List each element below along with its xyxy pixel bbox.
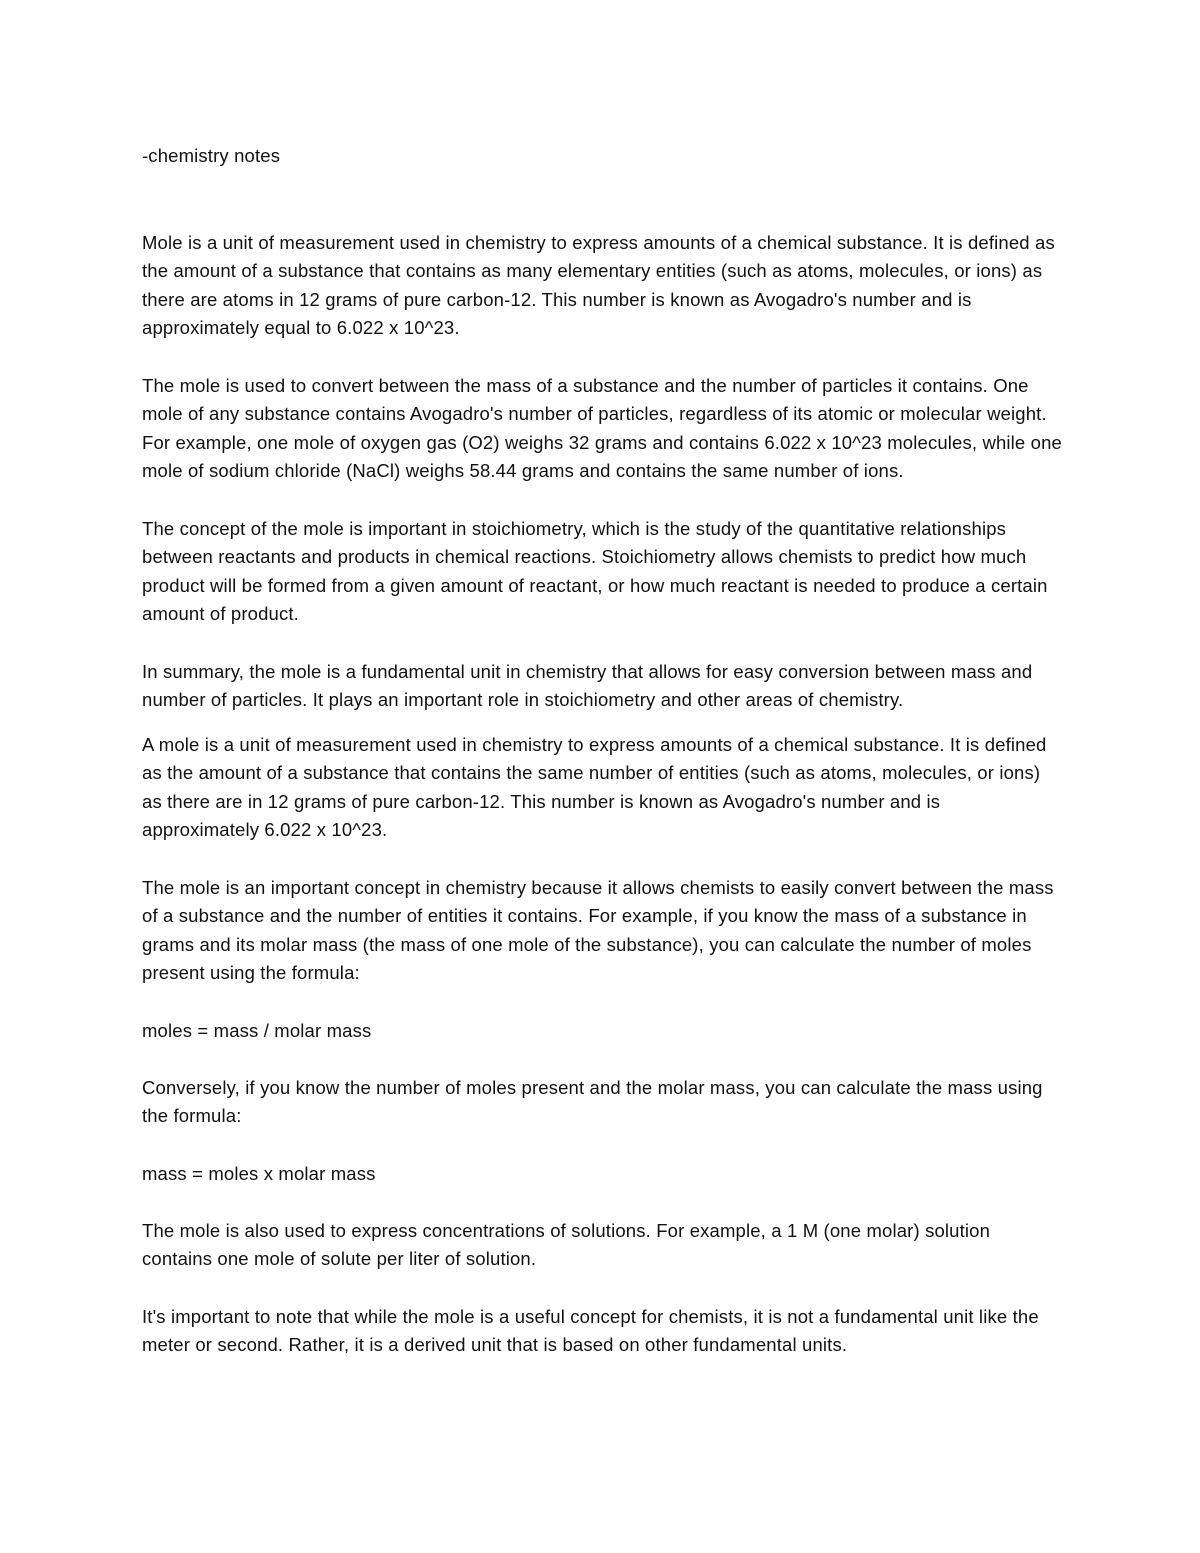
paragraph-conversely: Conversely, if you know the number of moles present and the molar mass, you can calculate the mass using the formula: xyxy=(142,1076,1043,1127)
formula-mass: mass = moles x molar mass xyxy=(142,1162,376,1184)
paragraph-summary: In summary, the mole is a fundamental unit in chemistry that allows for easy conversion between mass and number of particles. It plays an important role in stoichiometry and other areas of chemistry. xyxy=(142,660,1033,711)
document-body xyxy=(142,142,1062,1360)
paragraph-concentrations: The mole is also used to express concentrations of solutions. For example, a 1 M (one molar) solution contains one mole of solute per liter of solution. xyxy=(142,1219,991,1270)
formula-moles: moles = mass / molar mass xyxy=(142,1019,372,1041)
paragraph-mole-definition: Mole is a unit of measurement used in chemistry to express amounts of a chemical substance. It is defined as the amount of a substance that contains as many elementary entities (such as atoms, molecules, or ions) as there are atoms in 12 grams of pure carbon-12. This number is known as Avogadro's number and is approximately equal to 6.022 x 10^23. xyxy=(142,231,1055,339)
paragraph-derived-unit: It's important to note that while the mole is a useful concept for chemists, it is not a fundamental unit like the meter or second. Rather, it is a derived unit that is based on other fundamental units. xyxy=(142,1305,1039,1356)
paragraph-mole-definition-2: A mole is a unit of measurement used in chemistry to express amounts of a chemical substance. It is defined as the amount of a substance that contains the same number of entities (such as atoms, molecules, or ions) as there are in 12 grams of pure carbon-12. This number is known as Avogadro's number and is approximately 6.022 x 10^23. xyxy=(142,733,1047,841)
paragraph-stoichiometry: The concept of the mole is important in stoichiometry, which is the study of the quantitative relationships between reactants and products in chemical reactions. Stoichiometry allows chemists to predict how much product will be formed from a given amount of reactant, or how much reactant is needed to produce a certain amount of product. xyxy=(142,517,1048,625)
document-title: -chemistry notes xyxy=(142,145,281,166)
paragraph-molar-mass: The mole is an important concept in chemistry because it allows chemists to easily convert between the mass of a substance and the number of entities it contains. For example, if you know the mass of a substance in grams and its molar mass (the mass of one mole of the substance), you can calculate the number of moles present using the formula: xyxy=(142,876,1054,984)
paragraph-mole-conversion: The mole is used to convert between the mass of a substance and the number of particles it contains. One mole of any substance contains Avogadro's number of particles, regardless of its atomic or molecular weight. For example, one mole of oxygen gas (O2) weighs 32 grams and contains 6.022 x 10^23 molecules, while one mole of sodium chloride (NaCl) weighs 58.44 grams and contains the same number of ions. xyxy=(142,374,1062,482)
